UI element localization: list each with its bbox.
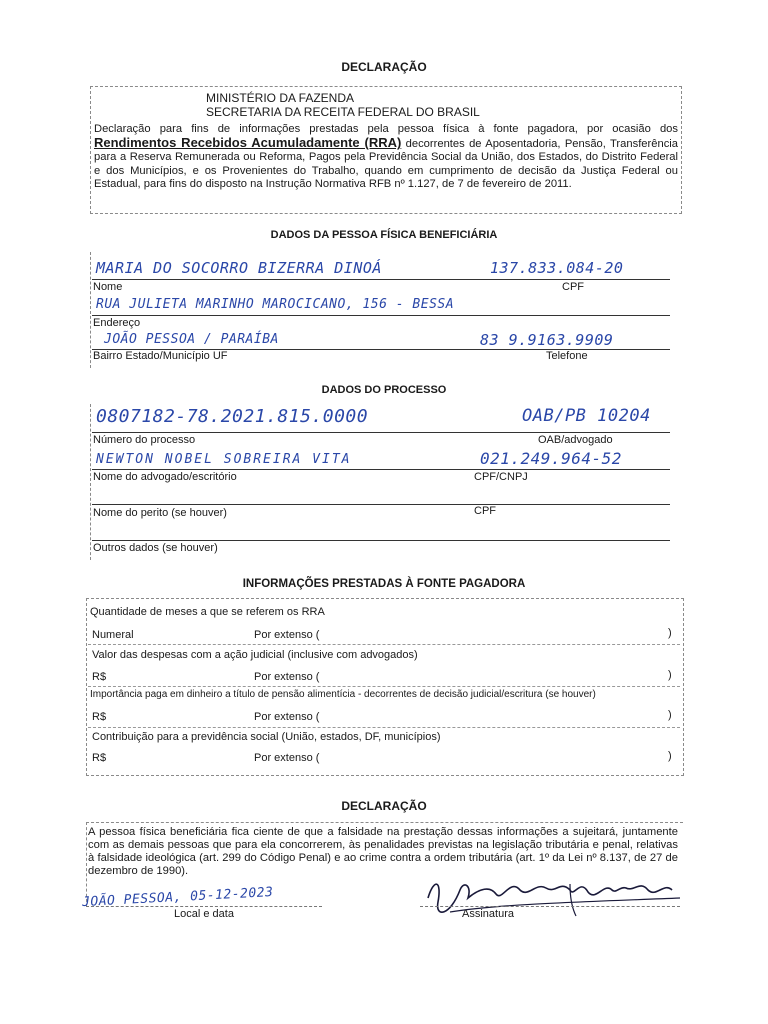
declaration-text: A pessoa física beneficiária fica ciente de que a falsidade na prestação dessas informações a sujeitará, juntamente com as demais pessoas que para ela concorrerem, às penalidades previstas na legislação tributária e penal, relativas à falsidade ideológica (art. 299 do Código Penal) e ao crime contra a ordem tributária (art. 1º da Lei nº 8.137, de 27 de dezembro de 1990). — [88, 826, 678, 877]
alimony-extenso-label: Por extenso ( — [254, 711, 320, 723]
expert-label: Nome do perito (se houver) — [93, 507, 227, 519]
address-value: RUA JULIETA MARINHO MAROCICANO, 156 - BESSA — [96, 297, 455, 312]
alimony-label: Importância paga em dinheiro a título de pensão alimentícia - decorrentes de decisão judicial/escritura (se houver) — [90, 689, 596, 700]
contribution-close-paren: ) — [668, 750, 672, 762]
city-label: Bairro Estado/Município UF — [93, 350, 228, 362]
intro-paragraph — [94, 123, 678, 191]
secretariat-name: SECRETARIA DA RECEITA FEDERAL DO BRASIL — [206, 105, 480, 119]
lawyer-value: NEWTON NOBEL SOBREIRA VITA — [96, 452, 352, 467]
lawyer-cpf-label: CPF/CNPJ — [474, 471, 528, 483]
signature-line — [420, 906, 680, 907]
lawyer-label: Nome do advogado/escritório — [93, 471, 237, 483]
process-section-title: DADOS DO PROCESSO — [321, 384, 447, 396]
intro-rra-bold: Rendimentos Recebidos Acumuladamente (RRA) — [94, 135, 402, 151]
place-date-value: JOÃO PESSOA, 05-12-2023 — [81, 884, 274, 911]
lawyer-cpf-value: 021.249.964-52 — [480, 449, 622, 468]
lawyer-line — [92, 469, 670, 470]
contribution-extenso-label: Por extenso ( — [254, 752, 320, 764]
payer-box — [86, 598, 684, 776]
alimony-currency-label: R$ — [92, 711, 107, 723]
expert-line — [92, 504, 670, 505]
months-label: Quantidade de meses a que se referem os RRA — [90, 606, 325, 618]
oab-value: OAB/PB 10204 — [522, 406, 651, 426]
address-line — [92, 315, 670, 316]
beneficiary-cpf-value: 137.833.084-20 — [490, 259, 624, 277]
payer-section-title: INFORMAÇÕES PRESTADAS À FONTE PAGADORA — [242, 578, 526, 590]
phone-label: Telefone — [546, 350, 588, 362]
expert-cpf-label: CPF — [474, 505, 496, 517]
name-line — [92, 279, 670, 280]
months-extenso-label: Por extenso ( — [254, 629, 320, 641]
expenses-extenso-label: Por extenso ( — [254, 671, 320, 683]
declaration-section-title: DECLARAÇÃO — [341, 799, 427, 813]
place-date-line — [86, 906, 322, 907]
months-close-paren: ) — [668, 627, 672, 639]
phone-value: 83 9.9163.9909 — [480, 331, 614, 349]
contribution-label: Contribuição para a previdência social (União, estados, DF, municípios) — [92, 731, 441, 743]
alimony-line — [88, 727, 680, 728]
document-title: DECLARAÇÃO — [341, 60, 427, 74]
oab-label: OAB/advogado — [538, 434, 613, 446]
place-date-label: Local e data — [174, 908, 234, 920]
expenses-label: Valor das despesas com a ação judicial (inclusive com advogados) — [92, 649, 418, 661]
alimony-close-paren: ) — [668, 709, 672, 721]
other-line — [92, 540, 670, 541]
other-label: Outros dados (se houver) — [93, 542, 218, 554]
numeral-label: Numeral — [92, 629, 134, 641]
expenses-currency-label: R$ — [92, 671, 107, 683]
beneficiary-name-value: MARIA DO SOCORRO BIZERRA DINOÁ — [96, 259, 382, 277]
expenses-close-paren: ) — [668, 669, 672, 681]
cpf-label: CPF — [562, 281, 584, 293]
process-number-line — [92, 432, 670, 433]
process-number-value: 0807182-78.2021.815.0000 — [96, 406, 369, 427]
address-label: Endereço — [93, 317, 141, 329]
intro-text-start: Declaração para fins de informações prestadas pela pessoa física à fonte pagadora, por ocasião dos — [94, 123, 678, 135]
months-line — [88, 644, 680, 645]
signature-label: Assinatura — [462, 908, 514, 920]
process-number-label: Número do processo — [93, 434, 196, 446]
contribution-currency-label: R$ — [92, 752, 107, 764]
expenses-line — [88, 686, 680, 687]
beneficiary-section-title: DADOS DA PESSOA FÍSICA BENEFICIÁRIA — [270, 229, 498, 241]
intro-text-end: decorrentes de Aposentadoria, Pensão, Transferência para a Reserva Remunerada ou Reforma, Pagos pela Previdência Social da União, dos Estados, do Distrito Federal e dos Municípios, e os Provenientes do Trabalho, quando em cumprimento de decisão da Justiça Federal ou Estadual, para fins do disposto na Instrução Normativa RFB nº 1.127, de 7 de fevereiro de 2011. — [94, 138, 678, 190]
ministry-name: MINISTÉRIO DA FAZENDA — [206, 91, 355, 105]
signature-image — [420, 868, 690, 928]
name-label: Nome — [93, 281, 123, 293]
city-value: JOÃO PESSOA / PARAÍBA — [104, 332, 279, 347]
